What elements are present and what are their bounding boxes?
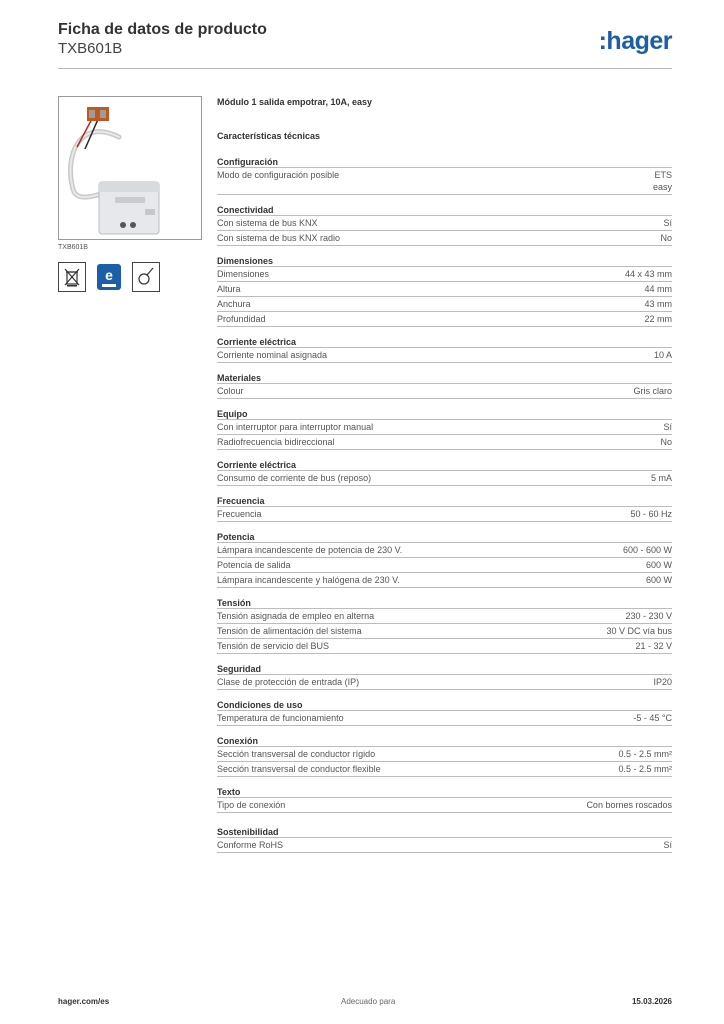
spec-value-line: easy: [652, 182, 672, 192]
section-title: Sostenibilidad: [217, 826, 672, 838]
section-title: Frecuencia: [217, 495, 672, 507]
spec-label: Lámpara incandescente y halógena de 230 V.: [217, 575, 400, 585]
spec-value: 600 W: [645, 560, 672, 570]
product-image-caption: TXB601B: [58, 244, 88, 251]
page-header: [58, 20, 672, 68]
spec-row: [217, 798, 672, 813]
section-title: Materiales: [217, 372, 672, 384]
spec-value: 0.5 - 2.5 mm²: [618, 764, 672, 774]
spec-label: Conforme RoHS: [217, 840, 284, 850]
spec-label: Colour: [217, 386, 244, 396]
spec-content: [217, 96, 672, 853]
spec-label: Dimensiones: [217, 269, 270, 279]
spec-section: [217, 372, 672, 399]
spec-section: [217, 826, 672, 853]
spec-row: [217, 297, 672, 312]
spec-section: [217, 255, 672, 327]
section-title: Texto: [217, 786, 672, 798]
spec-value-line: ETS: [654, 170, 672, 180]
spec-value: 22 mm: [644, 314, 672, 324]
spec-label: Corriente nominal asignada: [217, 350, 328, 360]
spec-label: Con interruptor para interruptor manual: [217, 422, 374, 432]
spec-value: No: [660, 437, 672, 447]
footer-suitable-for: Adecuado para: [341, 997, 396, 1006]
product-image: [58, 96, 202, 240]
spec-row: [217, 216, 672, 231]
spec-row: [217, 168, 672, 195]
hager-logo: :hager: [598, 27, 672, 55]
spec-value: Gris claro: [633, 386, 672, 396]
header-divider: [58, 68, 672, 69]
spec-value: 44 x 43 mm: [624, 269, 672, 279]
section-title: Configuración: [217, 156, 672, 168]
spec-label: Frecuencia: [217, 509, 262, 519]
spec-sections: [217, 156, 672, 853]
spec-row: [217, 675, 672, 690]
spec-label: Profundidad: [217, 314, 266, 324]
spec-label: Sección transversal de conductor flexible: [217, 764, 381, 774]
spec-row: [217, 639, 672, 654]
spec-label: Tensión de alimentación del sistema: [217, 626, 362, 636]
spec-section: [217, 459, 672, 486]
spec-value: 600 W: [645, 575, 672, 585]
section-title: Tensión: [217, 597, 672, 609]
product-description: Módulo 1 salida empotrar, 10A, easy: [217, 97, 373, 107]
spec-row: [217, 507, 672, 522]
spec-value: 44 mm: [644, 284, 672, 294]
section-title: Conectividad: [217, 204, 672, 216]
section-title: Corriente eléctrica: [217, 336, 672, 348]
spec-row: [217, 267, 672, 282]
tech-characteristics-title: Características técnicas: [217, 131, 321, 141]
spec-section: [217, 699, 672, 726]
spec-row: [217, 348, 672, 363]
spec-value: 10 A: [653, 350, 672, 360]
spec-value: 0.5 - 2.5 mm²: [618, 749, 672, 759]
spec-row: [217, 624, 672, 639]
spec-label: Con sistema de bus KNX radio: [217, 233, 341, 243]
footer-website: hager.com/es: [58, 997, 110, 1006]
spec-section: [217, 531, 672, 588]
certification-badges: [58, 262, 160, 294]
spec-row: [217, 435, 672, 450]
spec-value: 600 - 600 W: [622, 545, 672, 555]
spec-row: [217, 543, 672, 558]
spec-value: 230 - 230 V: [625, 611, 672, 621]
spec-section: [217, 597, 672, 654]
spec-label: Radiofrecuencia bidireccional: [217, 437, 335, 447]
spec-value: No: [660, 233, 672, 243]
spec-row: [217, 558, 672, 573]
spec-row: [217, 312, 672, 327]
document-title: Ficha de datos de producto: [58, 21, 267, 38]
spec-section: [217, 336, 672, 363]
spec-label: Lámpara incandescente de potencia de 230 V.: [217, 545, 403, 555]
spec-value: 50 - 60 Hz: [630, 509, 672, 519]
section-title: Equipo: [217, 408, 672, 420]
spec-row: [217, 471, 672, 486]
spec-section: [217, 204, 672, 246]
spec-label: Modo de configuración posible: [217, 170, 340, 180]
spec-row: [217, 762, 672, 777]
spec-value: 30 V DC vía bus: [606, 626, 672, 636]
spec-section: [217, 663, 672, 690]
spec-label: Con sistema de bus KNX: [217, 218, 318, 228]
spec-row: [217, 573, 672, 588]
spec-value: Sí: [663, 422, 672, 432]
spec-value: 21 - 32 V: [635, 641, 672, 651]
spec-section: [217, 495, 672, 522]
spec-value: [653, 169, 672, 193]
spec-row: [217, 384, 672, 399]
spec-label: Sección transversal de conductor rígido: [217, 749, 376, 759]
spec-value: 5 mA: [650, 473, 672, 483]
spec-label: Anchura: [217, 299, 251, 309]
spec-label: Altura: [217, 284, 241, 294]
spec-label: Potencia de salida: [217, 560, 291, 570]
spec-label: Tensión asignada de empleo en alterna: [217, 611, 375, 621]
spec-section: [217, 735, 672, 777]
spec-row: [217, 282, 672, 297]
section-title: Corriente eléctrica: [217, 459, 672, 471]
spec-value: Con bornes roscados: [586, 800, 672, 810]
spec-label: Clase de protección de entrada (IP): [217, 677, 360, 687]
spec-value: IP20: [653, 677, 672, 687]
easy-logo-icon: [95, 262, 123, 292]
spec-row: [217, 231, 672, 246]
spec-label: Tensión de servicio del BUS: [217, 641, 330, 651]
spec-row: [217, 711, 672, 726]
spec-row: [217, 420, 672, 435]
spec-section: [217, 408, 672, 450]
section-title: Seguridad: [217, 663, 672, 675]
spec-label: Temperatura de funcionamiento: [217, 713, 344, 723]
section-title: Conexión: [217, 735, 672, 747]
spec-value: Sí: [663, 218, 672, 228]
spec-label: Tipo de conexión: [217, 800, 286, 810]
footer-date: 15.03.2026: [631, 997, 672, 1006]
product-illustration: [59, 97, 201, 239]
spec-row: [217, 609, 672, 624]
spec-row: [217, 747, 672, 762]
spec-label: Consumo de corriente de bus (reposo): [217, 473, 372, 483]
recycle-crossed-bin-icon: [58, 262, 86, 292]
spec-value: -5 - 45 °C: [633, 713, 672, 723]
section-title: Condiciones de uso: [217, 699, 672, 711]
spec-section: [217, 786, 672, 813]
section-title: Potencia: [217, 531, 672, 543]
spec-value: 43 mm: [644, 299, 672, 309]
spec-row: [217, 838, 672, 853]
product-code: TXB601B: [58, 40, 123, 57]
spec-value: Sí: [663, 840, 672, 850]
spec-section: [217, 156, 672, 195]
svg-text:e: e: [105, 267, 113, 283]
hand-tool-icon: [132, 262, 160, 292]
section-title: Dimensiones: [217, 255, 672, 267]
